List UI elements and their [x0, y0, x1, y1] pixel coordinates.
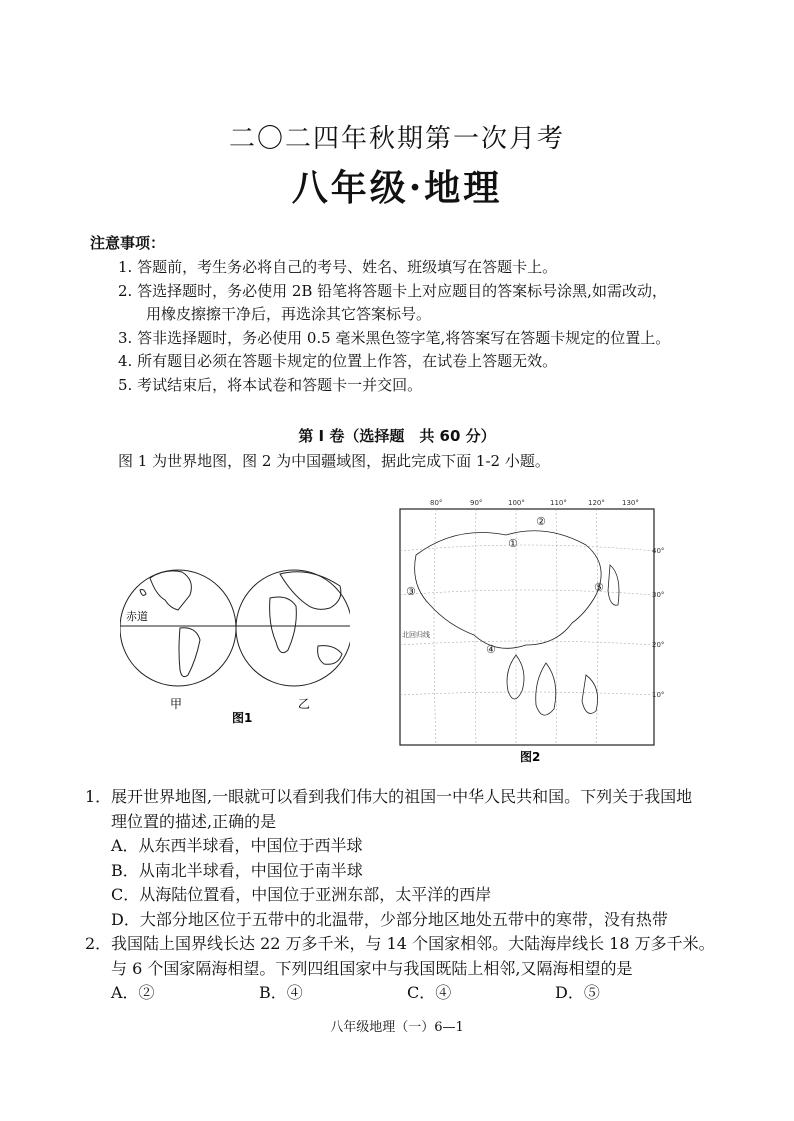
- lon-label: 130°: [622, 499, 639, 507]
- figure-2-caption: 图2: [520, 750, 541, 764]
- option-b: B．④: [259, 983, 303, 1002]
- notice-item: 1. 答题前，考生务必将自己的考号、姓名、班级填写在答题卡上。: [118, 258, 558, 276]
- figure-2-china-map: [396, 495, 666, 765]
- lat-label: 30°: [652, 591, 665, 599]
- lon-label: 120°: [588, 499, 605, 507]
- marker-3: ③: [406, 585, 416, 598]
- exam-title: 二〇二四年秋期第一次月考: [228, 124, 565, 154]
- question-2-stem-continued: 与 6 个国家隔海相望。下列四组国家中与我国既陆上相邻,又隔海相望的是: [111, 958, 633, 978]
- lon-label: 90°: [470, 499, 483, 507]
- exam-subtitle: 八年级·地理: [291, 167, 503, 209]
- marker-2: ②: [536, 515, 546, 528]
- equator-label: 赤道: [126, 610, 148, 623]
- question-1-stem: 1．展开世界地图,一眼就可以看到我们伟大的祖国一中华人民共和国。下列关于我国地: [85, 785, 692, 810]
- lat-label: 40°: [652, 547, 665, 555]
- notice-item-continued: 用橡皮擦擦干净后，再选涂其它答案标号。: [146, 305, 432, 323]
- hemisphere-label-yi: 乙: [298, 697, 311, 711]
- marker-5: ⑤: [594, 581, 604, 594]
- section-title: 第 Ⅰ 卷（选择题 共 60 分）: [298, 427, 496, 445]
- question-1-stem-continued: 理位置的描述,正确的是: [111, 811, 277, 831]
- figure-1-caption: 图1: [232, 711, 253, 725]
- tropic-label: 北回归线: [402, 631, 430, 639]
- question-2: [85, 932, 715, 1006]
- question-1: [85, 785, 692, 932]
- question-number: 1．: [85, 787, 112, 806]
- option-d: D．大部分地区位于五带中的北温带，少部分地区地处五带中的寒带，没有热带: [111, 909, 668, 929]
- map-frame: [400, 509, 654, 745]
- eastern-hemisphere-outline: [236, 570, 350, 686]
- lon-label: 80°: [430, 499, 443, 507]
- lat-label: 10°: [652, 691, 665, 699]
- question-2-stem: 2．我国陆上国界线长达 22 万多千米，与 14 个国家相邻。大陆海岸线长 18 万多千米。: [85, 932, 715, 957]
- lon-label: 100°: [508, 499, 525, 507]
- question-2-options: [85, 981, 715, 1006]
- notice-heading: 注意事项：: [90, 234, 166, 252]
- option-a: A．②: [111, 983, 155, 1002]
- figure-1-world-map: [120, 550, 350, 730]
- option-c: C．从海陆位置看，中国位于亚洲东部，太平洋的西岸: [111, 885, 492, 904]
- notice-item: 3. 答非选择题时，务必使用 0.5 毫米黑色签字笔,将答案写在答题卡规定的位置上。: [118, 328, 671, 347]
- notice-item: 2. 答选择题时，务必使用 2B 铅笔将答题卡上对应题目的答案标号涂黑,如需改动，: [118, 281, 667, 300]
- page-footer: 八年级地理（一）6—1: [330, 1020, 464, 1035]
- option-b: B．从南北半球看，中国位于南半球: [111, 860, 363, 880]
- option-a: A．从东西半球看，中国位于西半球: [111, 836, 363, 855]
- notice-item: 4. 所有题目必须在答题卡规定的位置上作答，在试卷上答题无效。: [118, 352, 558, 370]
- section-intro: 图 1 为世界地图，图 2 为中国疆域图，据此完成下面 1-2 小题。: [118, 452, 550, 470]
- hemisphere-label-jia: 甲: [170, 697, 183, 711]
- notice-item: 5. 考试结束后，将本试卷和答题卡一并交回。: [118, 375, 423, 394]
- marker-1: ①: [508, 537, 518, 550]
- option-d: D．⑤: [555, 983, 600, 1002]
- lat-label: 20°: [652, 641, 665, 649]
- lon-label: 110°: [550, 499, 567, 507]
- question-number: 2．: [85, 934, 112, 953]
- marker-4: ④: [486, 643, 496, 656]
- notice-list: [118, 256, 718, 397]
- option-c: C．④: [407, 983, 452, 1002]
- western-hemisphere-outline: [120, 570, 236, 686]
